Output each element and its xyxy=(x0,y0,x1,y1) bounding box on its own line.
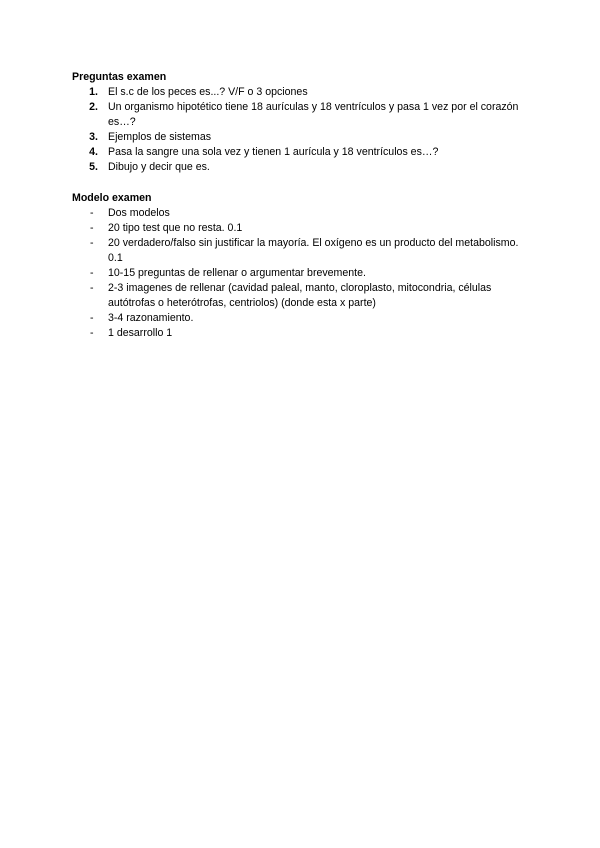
list-item xyxy=(72,130,532,145)
list-dash: - xyxy=(90,237,94,249)
document-page xyxy=(72,70,532,341)
list-number: 5. xyxy=(89,161,98,173)
list-item-text: Dos modelos xyxy=(108,207,170,219)
list-item-text: El s.c de los peces es...? V/F o 3 opciones xyxy=(108,86,308,98)
modelo-list xyxy=(72,206,532,341)
list-item xyxy=(72,281,532,311)
section-title-preguntas: Preguntas examen xyxy=(72,71,167,83)
list-dash: - xyxy=(90,207,94,219)
list-item-text: 1 desarrollo 1 xyxy=(108,327,173,339)
list-dash: - xyxy=(90,312,94,324)
list-dash: - xyxy=(90,282,94,294)
list-dash: - xyxy=(90,327,94,339)
list-item xyxy=(72,206,532,221)
list-item xyxy=(72,266,532,281)
list-item-text: Pasa la sangre una sola vez y tienen 1 aurícula y 18 ventrículos es…? xyxy=(108,146,439,158)
list-item-text: 20 verdadero/falso sin justificar la mayoría. El oxígeno es un producto del metabolismo. 0.1 xyxy=(108,237,519,264)
list-item xyxy=(72,85,532,100)
list-item-text: 10-15 preguntas de rellenar o argumentar brevemente. xyxy=(108,267,366,279)
list-number: 4. xyxy=(89,146,98,158)
list-item xyxy=(72,145,532,160)
list-item xyxy=(72,326,532,341)
preguntas-list xyxy=(72,85,532,175)
list-number: 3. xyxy=(89,131,98,143)
list-item-text: 20 tipo test que no resta. 0.1 xyxy=(108,222,243,234)
list-item xyxy=(72,311,532,326)
list-item xyxy=(72,236,532,266)
list-number: 2. xyxy=(89,101,98,113)
list-item-text: Un organismo hipotético tiene 18 aurículas y 18 ventrículos y pasa 1 vez por el corazón es…? xyxy=(108,101,519,128)
list-item xyxy=(72,221,532,236)
list-item xyxy=(72,160,532,175)
list-dash: - xyxy=(90,267,94,279)
section-title-modelo: Modelo examen xyxy=(72,192,152,204)
list-item-text: 3-4 razonamiento. xyxy=(108,312,194,324)
list-item-text: 2-3 imagenes de rellenar (cavidad paleal, manto, cloroplasto, mitocondria, células autótrofas o heterótrofas, centriolos) (donde esta x parte) xyxy=(108,282,492,309)
list-dash: - xyxy=(90,222,94,234)
list-item xyxy=(72,100,532,130)
section-spacer xyxy=(72,175,532,191)
list-item-text: Ejemplos de sistemas xyxy=(108,131,212,143)
list-number: 1. xyxy=(89,86,98,98)
list-item-text: Dibujo y decir que es. xyxy=(108,161,210,173)
